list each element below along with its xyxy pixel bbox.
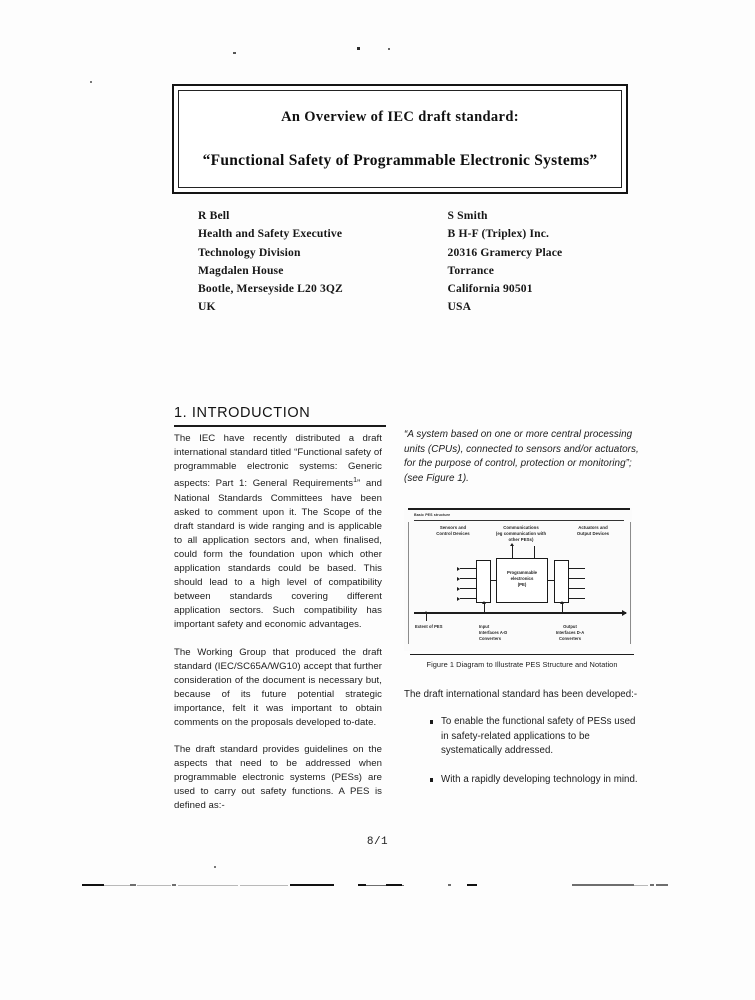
figure-1-frame bbox=[404, 508, 632, 651]
sensor-signal-line bbox=[460, 588, 476, 589]
figure-panel-title: Basic PES structure bbox=[414, 513, 451, 517]
scan-speckle bbox=[90, 81, 92, 83]
paragraph: The draft standard provides guidelines on the aspects that need to be addressed when programmable electronic systems (PESs) are used to carry out safety functions. A PES is defined as:- bbox=[174, 744, 382, 812]
author-line: 20316 Gramercy Place bbox=[447, 245, 563, 259]
figure-label-input-interfaces: Input Interfaces A-D Converters bbox=[479, 624, 508, 641]
author-line: Health and Safety Executive bbox=[198, 227, 343, 241]
scan-line-artifact bbox=[172, 884, 176, 886]
sensor-signal-line bbox=[460, 598, 476, 599]
scan-line-artifact bbox=[104, 885, 130, 886]
sensor-signal-arrow bbox=[457, 567, 460, 571]
author-line: Magdalen House bbox=[198, 263, 284, 277]
figure-caption: Figure 1 Diagram to Illustrate PES Structure and Notation bbox=[426, 660, 618, 669]
pes-definition-quote: “A system based on one or more central processing units (CPUs), connected to sensors and/or actuators, for the purpose of control, protection or monitoring”; (see Figure 1). bbox=[404, 429, 639, 484]
figure-heading-sensors: Sensors and Control Devices bbox=[436, 525, 470, 536]
scan-line-artifact bbox=[656, 884, 668, 886]
scan-line-artifact bbox=[366, 885, 404, 886]
figure-panel-title-rule bbox=[414, 520, 624, 521]
scan-line-artifact bbox=[137, 885, 171, 886]
paragraph: The Working Group that produced the draft standard (IEC/SC65A/WG10) accept that further consideration of the document is necessary but, because of its future potential strategic importance, felt it was important to obtain comments on the proposals developed to-date. bbox=[174, 646, 382, 728]
page-number: 8/1 bbox=[366, 836, 389, 848]
author-line: UK bbox=[198, 300, 216, 314]
figure-heading-communications: Communications (eg communication with other PESs) bbox=[495, 525, 547, 542]
author-affiliation-left bbox=[198, 207, 448, 317]
figure-right-border bbox=[630, 522, 631, 644]
scan-line-artifact bbox=[358, 884, 366, 886]
section-heading bbox=[174, 405, 386, 427]
scan-speckle bbox=[233, 52, 236, 54]
output-interface-box bbox=[554, 560, 569, 603]
scan-line-artifact bbox=[178, 885, 238, 886]
figure-caption-rule bbox=[410, 654, 634, 655]
communication-arrow-up bbox=[512, 546, 513, 558]
scan-speckle bbox=[214, 866, 216, 868]
sensor-signal-line bbox=[460, 568, 476, 569]
scan-speckle bbox=[388, 48, 390, 50]
title-box bbox=[172, 84, 628, 194]
sensor-signal-line bbox=[460, 578, 476, 579]
section-heading-label: 1. INTRODUCTION bbox=[174, 405, 311, 421]
author-line: California 90501 bbox=[447, 282, 533, 296]
figure-label-extent-of-pes: Extent of PES bbox=[415, 624, 443, 629]
paragraph-text-part-a: The IEC have recently distributed a draft international standard titled “Functional safety of programmable electronic systems: Generic aspects: Part 1: General Requirements bbox=[174, 433, 382, 490]
sensor-signal-arrow bbox=[457, 597, 460, 601]
scan-speckle bbox=[357, 47, 360, 50]
development-aims-list bbox=[404, 715, 644, 787]
scan-line-artifact bbox=[130, 884, 136, 886]
section-heading-rule bbox=[174, 425, 386, 427]
scan-line-artifact bbox=[634, 885, 648, 886]
programmable-electronics-label: Programmable electronics (PE) bbox=[506, 570, 538, 588]
communication-arrow-down bbox=[534, 546, 535, 558]
figure-heading-actuators: Actuators and Output Devices bbox=[576, 525, 610, 536]
input-interface-pointer bbox=[484, 604, 485, 613]
author-line: Torrance bbox=[447, 263, 495, 277]
paragraph bbox=[174, 432, 382, 633]
paper-subtitle: An Overview of IEC draft standard: bbox=[281, 108, 519, 125]
scan-line-artifact bbox=[467, 884, 477, 886]
body-column-left bbox=[174, 432, 382, 827]
author-line: Technology Division bbox=[198, 245, 301, 259]
author-affiliation-right bbox=[448, 207, 638, 317]
figure-left-border bbox=[408, 522, 409, 644]
scan-line-artifact bbox=[448, 884, 451, 886]
figure-label-output-interfaces: Output Interfaces D-A Converters bbox=[555, 624, 585, 641]
scan-line-artifact bbox=[572, 884, 634, 886]
list-item: To enable the functional safety of PESs used in safety-related applications to be systematically addressed. bbox=[430, 715, 644, 758]
actuator-signal-line bbox=[569, 568, 585, 569]
title-box-inner-border bbox=[178, 90, 622, 188]
author-block bbox=[198, 207, 638, 317]
input-interface-box bbox=[476, 560, 491, 603]
author-line: Bootle, Merseyside L20 3QZ bbox=[198, 282, 343, 296]
body-column-right-continued bbox=[404, 688, 644, 802]
actuator-signal-line bbox=[569, 598, 585, 599]
author-line: USA bbox=[447, 300, 472, 314]
author-line: S Smith bbox=[447, 209, 488, 222]
author-line: R Bell bbox=[198, 209, 230, 222]
paper-title: “Functional Safety of Programmable Electronic Systems” bbox=[202, 151, 598, 169]
figure-1 bbox=[404, 508, 632, 651]
sensor-signal-arrow bbox=[457, 587, 460, 591]
actuator-signal-line bbox=[569, 578, 585, 579]
body-column-right-quote bbox=[404, 428, 644, 486]
list-item: With a rapidly developing technology in mind. bbox=[430, 773, 644, 787]
extent-of-pes-pointer bbox=[426, 614, 427, 621]
scan-line-artifact bbox=[386, 884, 402, 886]
scan-line-artifact bbox=[240, 885, 288, 886]
footnote-reference: 1 bbox=[353, 477, 358, 485]
paragraph: The draft international standard has been developed:- bbox=[404, 689, 638, 700]
scan-line-artifact bbox=[650, 884, 654, 886]
author-line: B H-F (Triplex) Inc. bbox=[447, 227, 550, 241]
scan-line-artifact bbox=[290, 884, 334, 886]
output-interface-pointer bbox=[562, 604, 563, 613]
paragraph-text-part-b: ” and National Standards Committees have been asked to comment upon it. The Scope of the draft standard is wide ranging and is applicable to all application sectors and, when finalised, could form the foundation upon which other application standards could be based. This should lead to a high level of compatibility between standards covering different application sectors. Such compatibility has important safety and economic advantages. bbox=[174, 478, 382, 631]
sensor-signal-arrow bbox=[457, 577, 460, 581]
extent-of-pes-bar bbox=[414, 612, 626, 614]
extent-of-pes-arrowhead bbox=[622, 610, 627, 616]
actuator-signal-line bbox=[569, 588, 585, 589]
figure-top-rule bbox=[408, 508, 630, 510]
scan-line-artifact bbox=[82, 884, 104, 886]
